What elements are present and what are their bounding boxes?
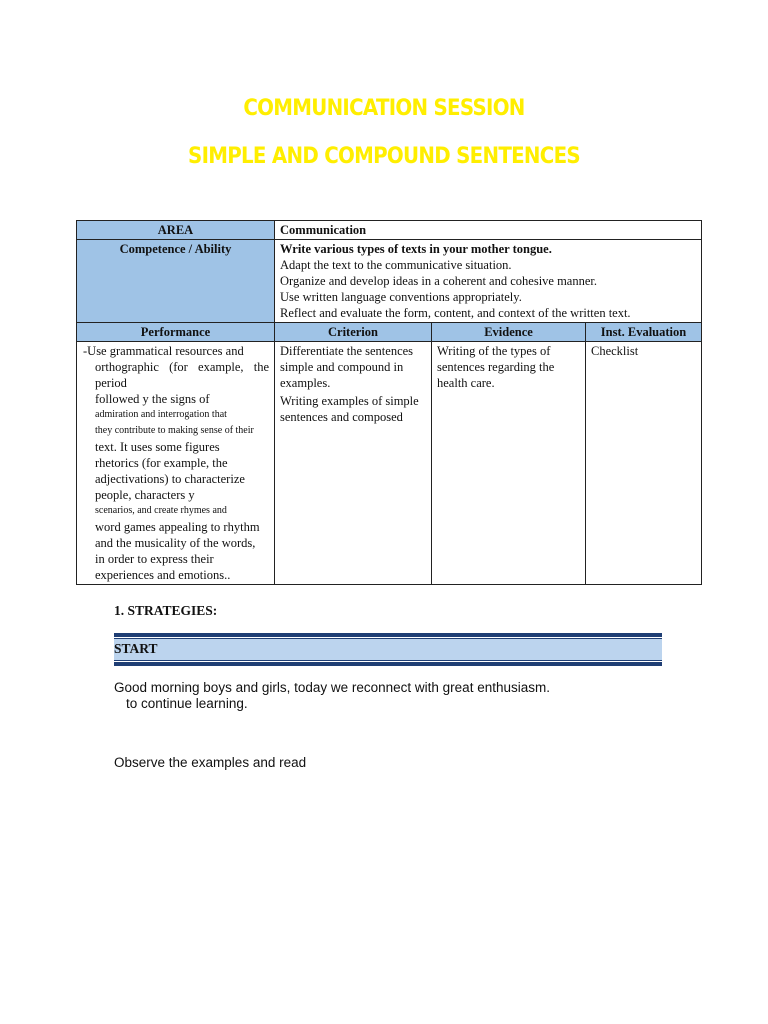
rule-line	[114, 662, 662, 666]
header-evidence: Evidence	[432, 323, 586, 342]
rule-line	[114, 633, 662, 637]
instruction-paragraph: Observe the examples and read	[114, 755, 307, 770]
capacity-item: Organize and develop ideas in a coherent and cohesive manner.	[280, 274, 598, 288]
area-label: AREA	[77, 221, 275, 240]
greeting-line-1: Good morning boys and girls, today we reconnect with great enthusiasm.	[114, 680, 550, 695]
performance-line: adjectivations) to characterize	[95, 472, 245, 486]
table-header-row	[77, 323, 702, 342]
performance-line: they contribute to making sense of their	[95, 425, 254, 436]
header-instrument: Inst. Evaluation	[586, 323, 702, 342]
evidence-text: Writing of the types of sentences regarding the health care.	[437, 344, 555, 390]
table-row-area	[77, 221, 702, 240]
evidence-cell	[432, 342, 586, 585]
performance-line: text. It uses some figures	[95, 440, 220, 454]
performance-line: scenarios, and create rhymes and	[95, 505, 227, 516]
page-title: COMMUNICATION SESSION	[243, 96, 525, 121]
table-row-content	[77, 342, 702, 585]
capacity-item: Adapt the text to the communicative situation.	[280, 258, 512, 272]
instrument-cell	[586, 342, 702, 585]
start-label: START	[114, 641, 158, 656]
header-criterion: Criterion	[275, 323, 432, 342]
performance-line: -Use grammatical resources and	[83, 344, 244, 358]
strategies-heading: 1. STRATEGIES:	[114, 603, 218, 618]
criterion-cell	[275, 342, 432, 585]
performance-line: orthographic (for example, the period	[95, 360, 269, 390]
performance-line: followed y the signs of	[95, 392, 210, 406]
competence-label: Competence / Ability	[77, 240, 275, 323]
criterion-item: Differentiate the sentences simple and compound in examples.	[280, 344, 414, 390]
performance-line: admiration and interrogation that	[95, 409, 227, 420]
performance-line: word games appealing to rhythm	[95, 520, 260, 534]
performance-line: experiences and emotions..	[95, 568, 231, 582]
header-performance: Performance	[77, 323, 275, 342]
learning-plan-table	[76, 220, 702, 585]
competence-cell	[275, 240, 702, 323]
capacity-item: Reflect and evaluate the form, content, and context of the written text.	[280, 306, 631, 320]
rule-line	[114, 660, 662, 661]
greeting-line-2: to continue learning.	[126, 696, 248, 711]
start-section-bar	[114, 633, 662, 666]
instrument-text: Checklist	[591, 344, 639, 358]
performance-line: in order to express their	[95, 552, 214, 566]
capacity-item: Use written language conventions appropriately.	[280, 290, 522, 304]
performance-cell	[77, 342, 275, 585]
start-fill	[114, 639, 662, 660]
performance-line: rhetorics (for example, the	[95, 456, 228, 470]
performance-line: and the musicality of the words,	[95, 536, 256, 550]
page-subtitle: SIMPLE AND COMPOUND SENTENCES	[188, 144, 580, 169]
area-value: Communication	[275, 221, 702, 240]
competence-heading: Write various types of texts in your mother tongue.	[280, 242, 552, 256]
greeting-paragraph	[114, 680, 662, 712]
performance-line: people, characters y	[95, 488, 195, 502]
table-row-competence	[77, 240, 702, 323]
criterion-item: Writing examples of simple sentences and composed	[280, 394, 419, 424]
